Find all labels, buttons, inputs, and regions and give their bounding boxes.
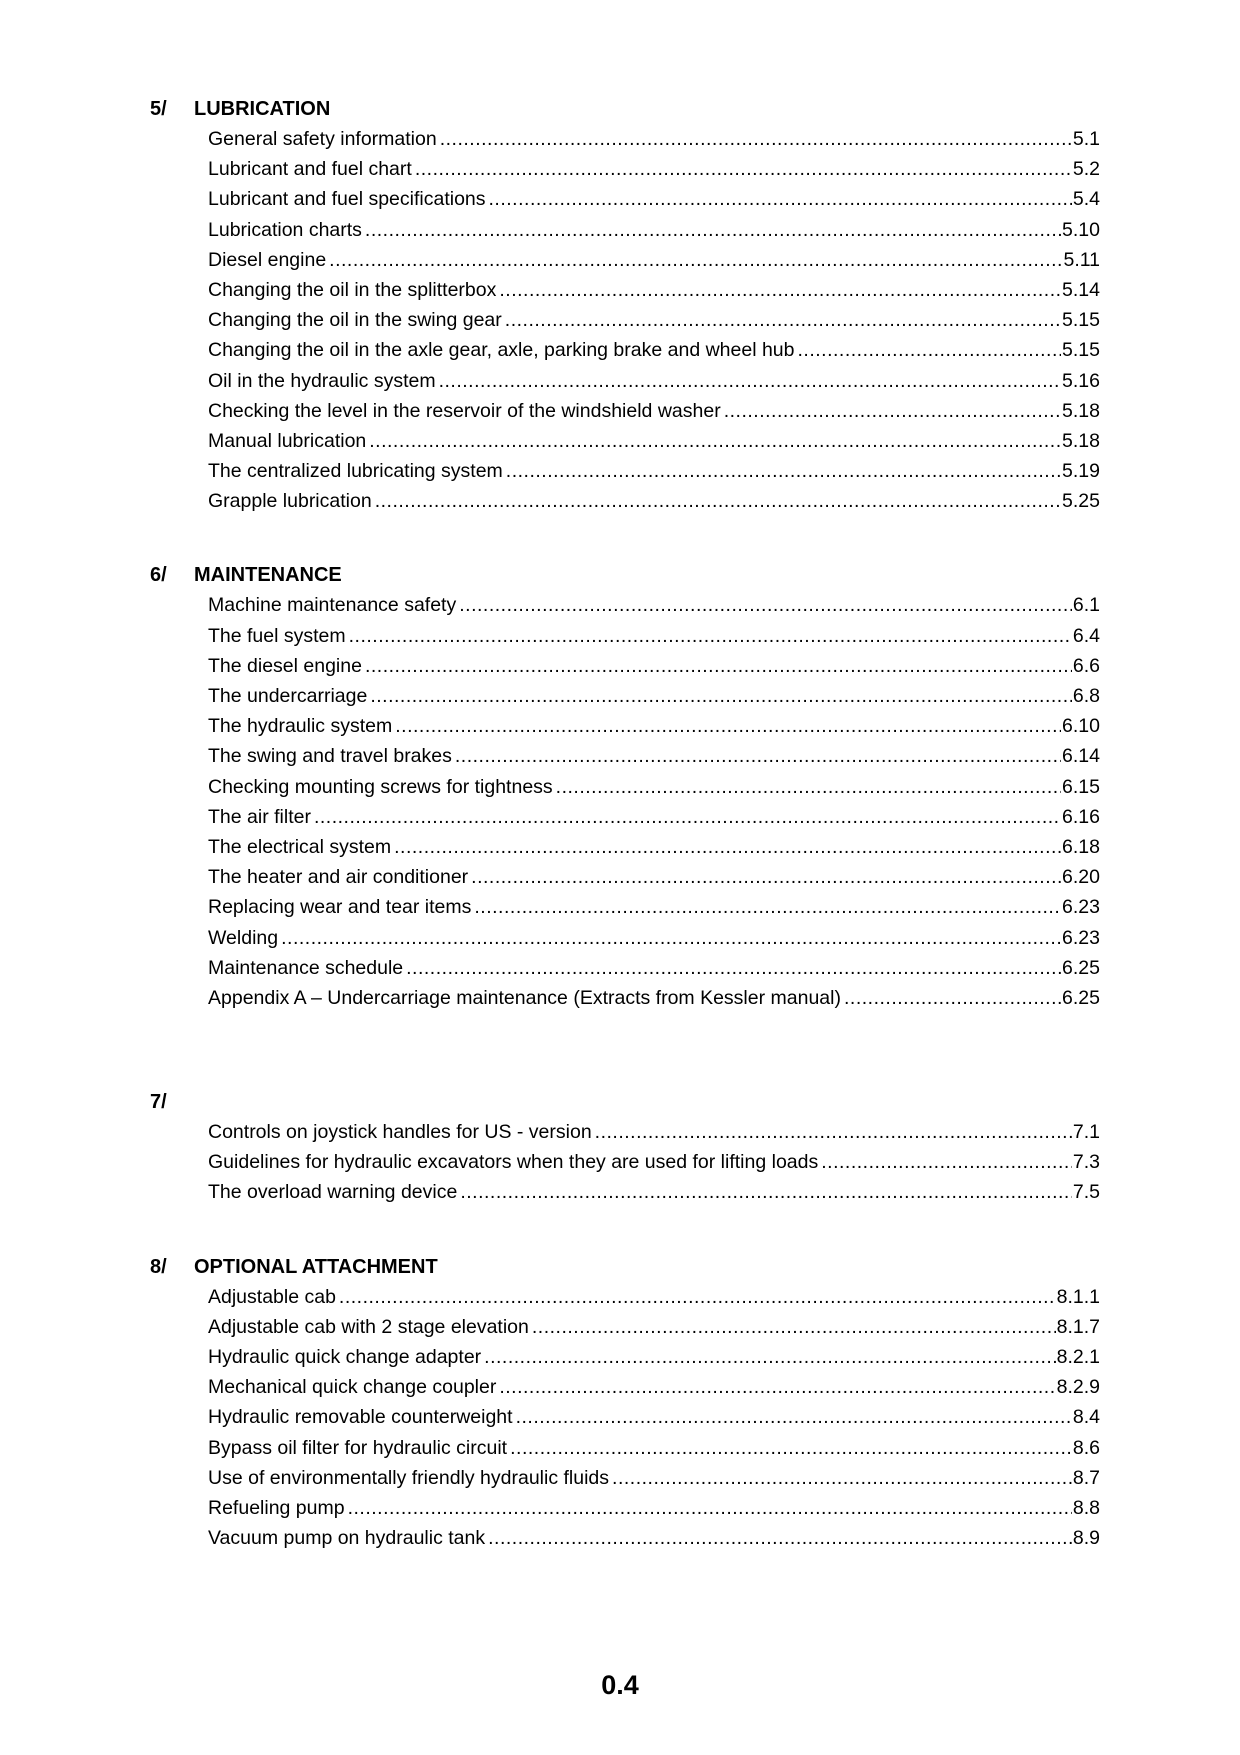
- toc-entry-page: 5.1: [1072, 128, 1100, 150]
- toc-entry-page: 5.15: [1062, 339, 1100, 362]
- toc-entry-page: 7.5: [1072, 1181, 1100, 1204]
- toc-entry-page: 6.4: [1072, 624, 1100, 647]
- dot-leader: [488, 1527, 1072, 1550]
- toc-entry-title: Refueling pump: [208, 1496, 345, 1519]
- dot-leader: [484, 1346, 1055, 1369]
- toc-entry[interactable]: [208, 987, 1100, 1017]
- toc-entry-title: Changing the oil in the splitterbox: [208, 278, 497, 301]
- toc-section: [150, 1256, 1100, 1558]
- dot-leader: [506, 460, 1061, 483]
- section-title: OPTIONAL ATTACHMENT: [194, 1255, 438, 1278]
- toc-entry-title: Machine maintenance safety: [208, 594, 457, 617]
- toc-entry-title: Oil in the hydraulic system: [208, 369, 436, 392]
- toc-entry-title: Use of environmentally friendly hydraulic fluids: [208, 1466, 610, 1489]
- toc-entry[interactable]: [208, 188, 1100, 218]
- toc-entry-title: Lubrication charts: [208, 218, 362, 241]
- toc-entry[interactable]: [208, 1497, 1100, 1527]
- toc-entry-title: Welding: [208, 926, 279, 949]
- dot-leader: [370, 685, 1072, 708]
- toc-entry[interactable]: [208, 836, 1100, 866]
- toc-entry[interactable]: [208, 776, 1100, 806]
- toc-entry-page: 5.19: [1062, 460, 1100, 483]
- toc-entry[interactable]: [208, 745, 1100, 775]
- section-number: 8/: [150, 1255, 167, 1278]
- toc-entry-title: The electrical system: [208, 835, 392, 858]
- toc-entry-title: The diesel engine: [208, 654, 362, 677]
- toc-entry[interactable]: [208, 219, 1100, 249]
- toc-entry-title: Grapple lubrication: [208, 490, 372, 513]
- toc-entry[interactable]: [208, 400, 1100, 430]
- toc-entry[interactable]: [208, 1437, 1100, 1467]
- dot-leader: [440, 128, 1072, 151]
- toc-entry[interactable]: [208, 1346, 1100, 1376]
- section-heading: [150, 564, 1100, 594]
- toc-entry[interactable]: [208, 715, 1100, 745]
- toc-entry-page: 6.15: [1062, 775, 1100, 798]
- toc-entry-page: 8.4: [1072, 1406, 1100, 1429]
- dot-leader: [798, 339, 1062, 362]
- toc-entry-page: 8.9: [1072, 1527, 1100, 1550]
- section-number: 6/: [150, 564, 167, 587]
- toc-entry[interactable]: [208, 490, 1100, 520]
- toc-entry[interactable]: [208, 1121, 1100, 1151]
- section-title: MAINTENANCE: [194, 564, 342, 587]
- toc-entry-page: 5.18: [1062, 399, 1100, 422]
- toc-entry-title: Lubricant and fuel chart: [208, 158, 412, 181]
- toc-entry-page: 7.3: [1072, 1151, 1100, 1174]
- dot-leader: [471, 866, 1061, 889]
- toc-entry-title: Maintenance schedule: [208, 956, 404, 979]
- dot-leader: [329, 249, 1062, 272]
- toc-entry-page: 5.10: [1062, 218, 1100, 241]
- toc-entry-page: 6.25: [1062, 956, 1100, 979]
- dot-leader: [281, 927, 1061, 950]
- toc-entry-page: 6.23: [1062, 896, 1100, 919]
- dot-leader: [348, 1497, 1072, 1520]
- dot-leader: [595, 1121, 1072, 1144]
- dot-leader: [499, 1376, 1055, 1399]
- toc-entry-page: 7.1: [1072, 1121, 1100, 1144]
- dot-leader: [375, 490, 1061, 513]
- toc-entry[interactable]: [208, 158, 1100, 188]
- toc-entry-title: Lubricant and fuel specifications: [208, 188, 486, 211]
- dot-leader: [415, 158, 1072, 181]
- dot-leader: [489, 188, 1072, 211]
- toc-entry-page: 6.14: [1062, 745, 1100, 768]
- toc-entry-title: Adjustable cab: [208, 1285, 336, 1308]
- toc-entry[interactable]: [208, 1181, 1100, 1211]
- toc-entry-title: Adjustable cab with 2 stage elevation: [208, 1315, 529, 1338]
- toc-entry-page: 8.2.1: [1056, 1346, 1100, 1368]
- toc-entry[interactable]: [208, 279, 1100, 309]
- toc-entry[interactable]: [208, 927, 1100, 957]
- dot-leader: [365, 219, 1061, 242]
- toc-entry-page: 6.16: [1062, 805, 1100, 828]
- toc-entry-page: 8.8: [1072, 1496, 1100, 1519]
- dot-leader: [499, 279, 1061, 302]
- toc-entry-page: 5.25: [1062, 490, 1100, 513]
- toc-entry-page: 5.14: [1062, 278, 1100, 301]
- toc-entry-title: Changing the oil in the axle gear, axle, parking brake and wheel hub: [208, 339, 795, 362]
- toc-entry-title: General safety information: [208, 128, 437, 150]
- toc-entry[interactable]: [208, 309, 1100, 339]
- toc-entry[interactable]: [208, 896, 1100, 926]
- section-heading: [150, 98, 1100, 128]
- toc-entry-title: Controls on joystick handles for US - version: [208, 1121, 592, 1144]
- toc-entry-page: 5.16: [1062, 369, 1100, 392]
- toc-entry-title: Bypass oil filter for hydraulic circuit: [208, 1436, 508, 1459]
- dot-leader: [516, 1406, 1072, 1429]
- toc-entry-title: Mechanical quick change coupler: [208, 1376, 497, 1399]
- toc-entry-page: 5.18: [1062, 429, 1100, 452]
- toc-entry-title: Manual lubrication: [208, 429, 367, 452]
- dot-leader: [459, 594, 1072, 617]
- toc-entry-title: Changing the oil in the swing gear: [208, 309, 502, 332]
- toc-entry-list: [208, 594, 1100, 1017]
- toc-entry-list: [208, 1121, 1100, 1212]
- toc-entry[interactable]: [208, 1151, 1100, 1181]
- toc-entry-title: The heater and air conditioner: [208, 866, 469, 889]
- toc-entry-page: 6.1: [1072, 594, 1100, 617]
- dot-leader: [612, 1467, 1072, 1490]
- toc-entry-title: Vacuum pump on hydraulic tank: [208, 1527, 486, 1550]
- dot-leader: [532, 1316, 1056, 1339]
- toc-entry[interactable]: [208, 128, 1100, 158]
- toc-entry-page: 6.8: [1072, 685, 1100, 707]
- dot-leader: [821, 1151, 1072, 1174]
- toc-entry[interactable]: [208, 685, 1100, 715]
- toc-entry[interactable]: [208, 249, 1100, 279]
- toc-entry[interactable]: [208, 806, 1100, 836]
- toc-entry-title: Appendix A – Undercarriage maintenance (Extracts from Kessler manual): [208, 986, 841, 1009]
- toc-section: [150, 564, 1100, 1017]
- toc-entry-page: 8.7: [1072, 1466, 1100, 1489]
- dot-leader: [844, 987, 1061, 1010]
- toc-entry-title: The air filter: [208, 805, 311, 828]
- toc-entry-title: The hydraulic system: [208, 715, 393, 738]
- dot-leader: [349, 625, 1072, 648]
- toc-entry-title: Hydraulic removable counterweight: [208, 1406, 513, 1429]
- dot-leader: [394, 836, 1061, 859]
- dot-leader: [724, 400, 1061, 423]
- section-heading: [150, 1256, 1100, 1286]
- section-number: 7/: [150, 1091, 167, 1114]
- dot-leader: [369, 430, 1061, 453]
- dot-leader: [460, 1181, 1072, 1204]
- toc-entry[interactable]: [208, 339, 1100, 369]
- toc-entry[interactable]: [208, 1316, 1100, 1346]
- toc-entry-page: 6.23: [1062, 926, 1100, 949]
- section-title: LUBRICATION: [194, 98, 331, 120]
- dot-leader: [395, 715, 1061, 738]
- toc-entry-page: 5.4: [1072, 188, 1100, 211]
- toc-entry[interactable]: [208, 957, 1100, 987]
- toc-entry-page: 5.11: [1063, 248, 1100, 271]
- dot-leader: [505, 309, 1061, 332]
- toc-entry-title: Replacing wear and tear items: [208, 896, 472, 919]
- dot-leader: [314, 806, 1061, 829]
- dot-leader: [406, 957, 1061, 980]
- toc-entry[interactable]: [208, 625, 1100, 655]
- toc-entry-title: The overload warning device: [208, 1181, 458, 1204]
- dot-leader: [439, 370, 1061, 393]
- section-number: 5/: [150, 98, 167, 120]
- section-heading: [150, 1091, 1100, 1121]
- dot-leader: [474, 896, 1061, 919]
- toc-entry-page: 8.2.9: [1056, 1376, 1100, 1399]
- dot-leader: [365, 655, 1072, 678]
- toc-entry-title: The fuel system: [208, 624, 346, 647]
- page-number: 0.4: [601, 1670, 639, 1700]
- toc-entry-page: 6.6: [1072, 654, 1100, 677]
- toc-entry-page: 6.20: [1062, 866, 1100, 889]
- toc-entry-page: 8.6: [1072, 1436, 1100, 1459]
- toc-entry[interactable]: [208, 1467, 1100, 1497]
- toc-entry-title: Hydraulic quick change adapter: [208, 1346, 482, 1368]
- toc-entry[interactable]: [208, 1286, 1100, 1316]
- toc-entry-title: Diesel engine: [208, 248, 327, 271]
- toc-entry-page: 8.1.1: [1056, 1285, 1100, 1308]
- toc-entry[interactable]: [208, 370, 1100, 400]
- toc-entry[interactable]: [208, 430, 1100, 460]
- toc-entry-page: 6.25: [1062, 986, 1100, 1009]
- toc-entry-page: 6.18: [1062, 835, 1100, 858]
- dot-leader: [339, 1286, 1056, 1309]
- toc-entry[interactable]: [208, 1406, 1100, 1436]
- toc-section: [150, 1091, 1100, 1212]
- toc-entry[interactable]: [208, 594, 1100, 624]
- toc-entry[interactable]: [208, 1376, 1100, 1406]
- toc-entry[interactable]: [208, 866, 1100, 896]
- toc-entry-page: 6.10: [1062, 715, 1100, 738]
- toc-entry-title: The undercarriage: [208, 685, 368, 707]
- toc-entry-list: [208, 1286, 1100, 1558]
- toc-entry-title: Checking the level in the reservoir of the windshield washer: [208, 399, 721, 422]
- toc-entry-page: 5.15: [1062, 309, 1100, 332]
- toc-entry-page: 5.2: [1072, 158, 1100, 181]
- toc-entry[interactable]: [208, 1527, 1100, 1557]
- table-of-contents: [150, 98, 1100, 1601]
- toc-entry-title: Checking mounting screws for tightness: [208, 775, 553, 798]
- dot-leader: [556, 776, 1061, 799]
- toc-entry-title: Guidelines for hydraulic excavators when they are used for lifting loads: [208, 1151, 819, 1174]
- dot-leader: [510, 1437, 1072, 1460]
- toc-entry-title: The centralized lubricating system: [208, 460, 503, 483]
- dot-leader: [455, 745, 1061, 768]
- toc-entry-list: [208, 128, 1100, 520]
- toc-entry[interactable]: [208, 460, 1100, 490]
- toc-entry-title: The swing and travel brakes: [208, 745, 452, 768]
- toc-section: [150, 98, 1100, 520]
- toc-entry[interactable]: [208, 655, 1100, 685]
- toc-entry-page: 8.1.7: [1056, 1315, 1100, 1338]
